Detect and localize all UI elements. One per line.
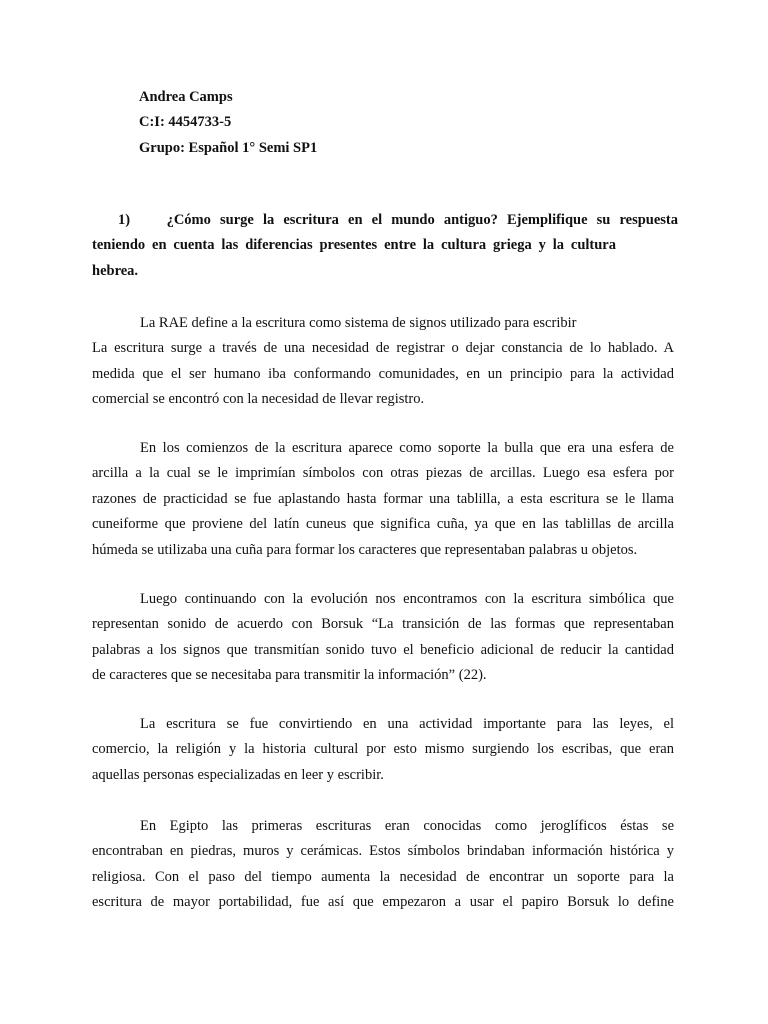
question-number: 1) [118,212,131,228]
question-line-1 [92,208,678,233]
paragraph-line: arcilla a la cual se le imprimían símbolos con otras piezas de arcillas. Luego esa esfera por [92,465,674,482]
group-label: Grupo: Español 1° Semi SP1 [139,140,318,156]
paragraph-line: comercial se encontró con la necesidad de llevar registro. [92,391,425,408]
paragraph-line: cuneiforme que proviene del latín cuneus que significa cuña, ya que en las tablillas de arcilla [92,516,674,533]
paragraph-line: húmeda se utilizaba una cuña para formar los caracteres que representaban palabras u objetos. [92,541,638,558]
paragraph-line: religiosa. Con el paso del tiempo aumenta la necesidad de encontrar un soporte para la [92,868,674,885]
paragraph-line: La RAE define a la escritura como sistema de signos utilizado para escribir [140,315,577,331]
paragraph-4 [92,712,674,788]
paragraph-line: comercio, la religión y la historia cultural por esto mismo surgiendo los escribas, que eran [92,741,674,758]
paragraph-line: encontraban en piedras, muros y cerámicas. Estos símbolos brindaban información histórica y [92,843,674,860]
question-line-2: teniendo en cuenta las diferencias presentes entre la cultura griega y la cultura [92,237,616,254]
paragraph-line: de caracteres que se necesitaba para transmitir la información” (22). [92,667,487,684]
paragraph-line: La escritura surge a través de una necesidad de registrar o dejar constancia de lo hablado. A [92,340,674,357]
question-text-1: ¿Cómo surge la escritura en el mundo antiguo? Ejemplifique su respuesta [166,212,678,228]
paragraph-line: En los comienzos de la escritura aparece como soporte la bulla que era una esfera de [140,440,674,456]
paragraph-line: representan sonido de acuerdo con Borsuk “La transición de las formas que representaban [92,616,674,633]
paragraph-line: Luego continuando con la evolución nos encontramos con la escritura simbólica que [140,591,674,607]
question-line-3: hebrea. [92,262,139,279]
question-1 [92,208,678,284]
author-name: Andrea Camps [139,89,233,105]
paragraph-line: En Egipto las primeras escrituras eran conocidas como jeroglíficos éstas se [140,818,674,834]
id-number: C:I: 4454733-5 [139,114,232,130]
paragraph-line: La escritura se fue convirtiendo en una actividad importante para las leyes, el [140,716,674,732]
paragraph-line: medida que el ser humano iba conformando comunidades, en un principio para la actividad [92,365,674,382]
paragraph-1 [92,311,674,413]
paragraph-5 [92,814,674,916]
paragraph-line: escritura de mayor portabilidad, fue así que empezaron a usar el papiro Borsuk lo define [92,894,674,911]
paragraph-line: aquellas personas especializadas en leer y escribir. [92,766,384,783]
paragraph-2 [92,436,674,563]
paragraph-line: palabras a los signos que transmitían sonido tuvo el beneficio adicional de reducir la cantidad [92,641,674,658]
paragraph-3 [92,587,674,689]
paragraph-line: razones de practicidad se fue aplastando hasta formar una tablilla, a esta escritura se le llama [92,490,674,507]
